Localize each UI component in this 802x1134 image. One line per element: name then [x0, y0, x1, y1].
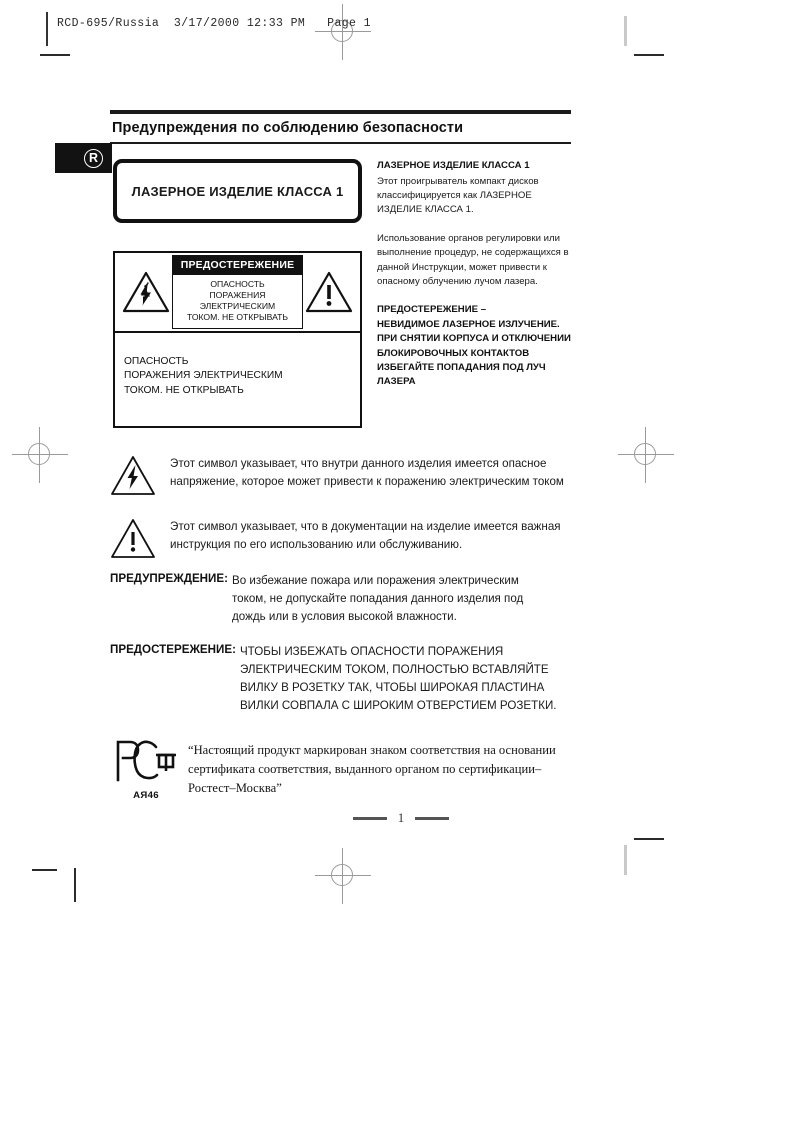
caution-text-box — [172, 255, 303, 329]
symbol-note-documentation-text: Этот символ указывает, что в документации на изделие имеется важная инструкция по его использованию или обслуживанию. — [170, 520, 561, 552]
page-footer — [0, 810, 802, 826]
caution-bottom-line: ПОРАЖЕНИЯ ЭЛЕКТРИЧЕСКИМ — [124, 370, 283, 382]
footer-dash-left — [353, 817, 387, 820]
laser-info-heading: ЛАЗЕРНОЕ ИЗДЕЛИЕ КЛАССА 1 — [377, 160, 530, 171]
print-header-text: RCD-695/Russia 3/17/2000 12:33 PM Page 1 — [57, 17, 371, 30]
caution-body-line: ЭЛЕКТРИЧЕСКИМ — [199, 301, 276, 311]
caution-body-line: ОПАСНОСТЬ — [210, 279, 265, 289]
caution-body-line: ПОРАЖЕНИЯ — [209, 290, 266, 300]
laser-info-paragraph-1: Этот проигрыватель компакт дисков классифицируется как ЛАЗЕРНОЕ ИЗДЕЛИЕ КЛАССА 1. — [377, 175, 539, 216]
caution-panel-top — [115, 253, 360, 333]
caution-symbol-panel — [113, 251, 362, 428]
symbol-note-voltage-text: Этот символ указывает, что внутри данного изделия имеется опасное напряжение, которое может привести к поражению электрическим током — [170, 457, 564, 489]
exclamation-triangle-icon — [305, 271, 353, 313]
page-title-block — [110, 110, 571, 144]
warning-fire-shock-label: ПРЕДУПРЕЖДЕНИЕ: — [110, 572, 228, 585]
registered-mark-tab — [55, 143, 112, 173]
laser-warning-title: ПРЕДОСТЕРЕЖЕНИЕ – — [377, 304, 487, 316]
warning-fire-shock — [110, 572, 580, 626]
caution-heading: ПРЕДОСТЕРЕЖЕНИЕ — [173, 256, 302, 275]
laser-info-column — [377, 159, 573, 390]
caution-bottom-line: ТОКОМ. НЕ ОТКРЫВАТЬ — [124, 384, 244, 396]
laser-info-paragraph-2: Использование органов регулировки или выполнение процедур, не содержащихся в данной Инструкции, может привести к опасному облучению лучом лазера. — [377, 232, 569, 287]
certification-code: АЯ46 — [133, 790, 159, 801]
title-rule-bottom — [110, 142, 571, 144]
certification-text: “Настоящий продукт маркирован знаком соответствия на основании сертификата соответствия, выданного органом по сертификации–Ростест–Москва” — [188, 743, 556, 795]
laser-class-box — [113, 159, 362, 223]
caution-body-line: ТОКОМ. НЕ ОТКРЫВАТЬ — [186, 312, 289, 322]
laser-warning-body: НЕВИДИМОЕ ЛАЗЕРНОЕ ИЗЛУЧЕНИЕ. ПРИ СНЯТИИ КОРПУСА И ОТКЛЮЧЕНИИ БЛОКИРОВОЧНЫХ КОНТАКТОВ ИЗБЕГАЙТЕ ПОПАДАНИЯ ПОД ЛУЧ ЛАЗЕРА — [377, 318, 571, 388]
rst-mark-icon — [112, 737, 180, 783]
warning-fire-shock-text: Во избежание пожара или поражения электрическим током, не допускайте попадания данного изделия под дождь или в условия высокой влажности. — [231, 574, 524, 624]
laser-class-label: ЛАЗЕРНОЕ ИЗДЕЛИЕ КЛАССА 1 — [131, 183, 344, 199]
lightning-bolt-triangle-icon — [110, 455, 156, 496]
lightning-bolt-triangle-icon — [122, 271, 170, 313]
caution-body — [173, 275, 302, 328]
exclamation-triangle-icon — [110, 518, 156, 559]
caution-panel-bottom — [115, 333, 360, 398]
footer-dash-right — [415, 817, 449, 820]
page-title: Предупреждения по соблюдению безопасности — [112, 120, 464, 136]
warning-plug-insertion-label: ПРЕДОСТЕРЕЖЕНИЕ: — [110, 643, 236, 656]
warning-plug-insertion-text: ЧТОБЫ ИЗБЕЖАТЬ ОПАСНОСТИ ПОРАЖЕНИЯ ЭЛЕКТРИЧЕСКИМ ТОКОМ, ПОЛНОСТЬЮ ВСТАВЛЯЙТЕ ВИЛКУ В РОЗЕТКУ ТАК, ЧТОБЫ ШИРОКАЯ ПЛАСТИНА ВИЛКИ СОВПАЛА С ШИРОКИМ ОТВЕРСТИЕМ РОЗЕТКИ. — [239, 645, 557, 713]
caution-bottom-line: ОПАСНОСТЬ — [124, 356, 189, 367]
certification-logo — [112, 737, 180, 801]
warning-plug-insertion — [110, 643, 580, 715]
certification-block — [112, 737, 584, 801]
page-number: 1 — [397, 810, 405, 825]
symbol-note-documentation — [110, 518, 585, 559]
registered-r-icon: R — [84, 149, 103, 168]
symbol-note-voltage — [110, 455, 575, 496]
